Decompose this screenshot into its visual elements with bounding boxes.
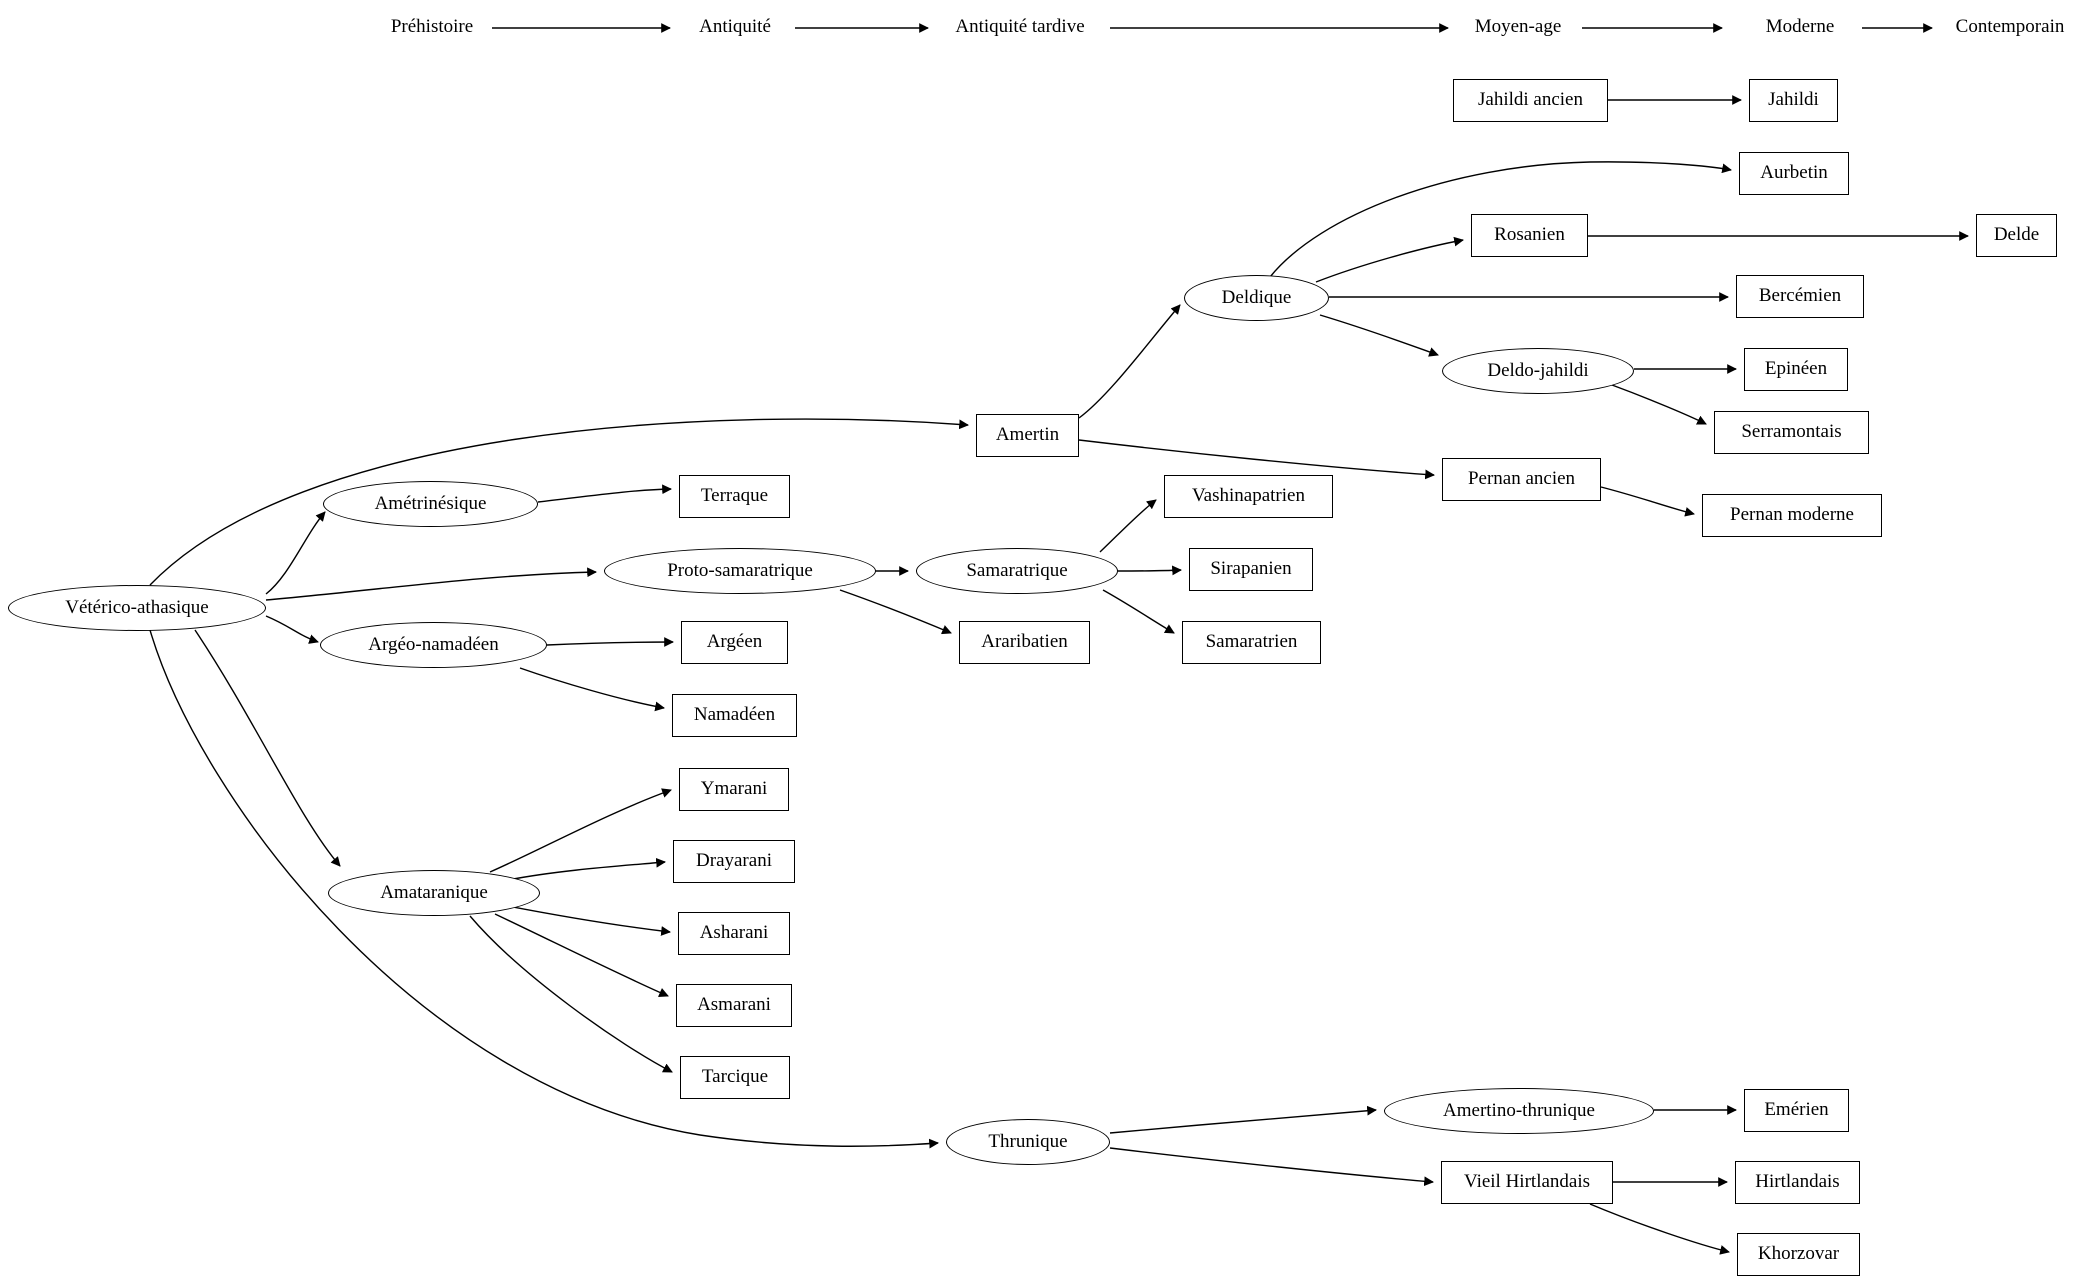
node-label-proto-samaratrique: Proto-samaratrique [667, 559, 813, 581]
node-label-aurbetin: Aurbetin [1760, 162, 1828, 184]
node-label-tarcique: Tarcique [701, 1066, 769, 1088]
node-tarcique[interactable] [680, 1056, 790, 1099]
node-label-epineen: Epinéen [1764, 358, 1828, 380]
node-proto-samaratrique[interactable] [604, 548, 876, 594]
edge-deldo-jahildi-to-serramontais [1612, 385, 1706, 424]
node-label-sirapanien: Sirapanien [1210, 558, 1292, 580]
node-label-serramontais: Serramontais [1741, 421, 1842, 443]
node-label-delde: Delde [1993, 224, 2040, 246]
node-ymarani[interactable] [679, 768, 789, 811]
edge-amataranique-to-drayarani [508, 862, 665, 880]
node-label-deldo-jahildi: Deldo-jahildi [1487, 359, 1589, 381]
node-samaratrien[interactable] [1182, 621, 1321, 664]
node-epineen[interactable] [1744, 348, 1848, 391]
edge-deldique-to-rosanien [1316, 240, 1463, 282]
node-vieil-hirtlandais[interactable] [1441, 1161, 1613, 1204]
node-label-amertin: Amertin [995, 424, 1060, 446]
timeline-label-contemporain: Contemporain [1955, 16, 2065, 37]
edge-amertin-to-deldique [1079, 305, 1180, 418]
node-jahildi[interactable] [1749, 79, 1838, 122]
node-asharani[interactable] [678, 912, 790, 955]
edge-veterico-athasique-to-argeo-namadeen [266, 616, 318, 642]
node-label-amertino-thrunique: Amertino-thrunique [1443, 1099, 1595, 1121]
node-argeo-namadeen[interactable] [320, 622, 547, 668]
edge-samaratrique-to-sirapanien [1118, 570, 1181, 571]
node-label-vieil-hirtlandais: Vieil Hirtlandais [1463, 1171, 1591, 1193]
node-label-hirtlandais: Hirtlandais [1755, 1171, 1840, 1193]
node-amertin[interactable] [976, 414, 1079, 457]
node-asmarani[interactable] [676, 984, 792, 1027]
node-jahildi-ancien[interactable] [1453, 79, 1608, 122]
timeline-label-prehistoire: Préhistoire [390, 16, 474, 37]
node-aurbetin[interactable] [1739, 152, 1849, 195]
timeline-label-moderne: Moderne [1765, 16, 1835, 37]
node-label-asmarani: Asmarani [697, 994, 771, 1016]
node-label-pernan-ancien: Pernan ancien [1467, 468, 1576, 490]
edge-ametrinesique-to-terraque [538, 489, 671, 502]
edge-veterico-athasique-to-thrunique [150, 630, 938, 1146]
node-emerien[interactable] [1744, 1089, 1849, 1132]
node-namadeen[interactable] [672, 694, 797, 737]
node-label-emerien: Emérien [1764, 1099, 1829, 1121]
node-label-terraque: Terraque [700, 485, 769, 507]
timeline-label-antiquite: Antiquité [699, 16, 771, 37]
node-delde[interactable] [1976, 214, 2057, 257]
node-label-namadeen: Namadéen [693, 704, 776, 726]
node-hirtlandais[interactable] [1735, 1161, 1860, 1204]
node-bercemien[interactable] [1736, 275, 1864, 318]
timeline-label-antiquite-tardive: Antiquité tardive [955, 16, 1085, 37]
node-label-veterico-athasique: Vétérico-athasique [65, 596, 209, 618]
edge-amataranique-to-tarcique [470, 916, 672, 1072]
node-label-drayarani: Drayarani [696, 850, 772, 872]
node-serramontais[interactable] [1714, 411, 1869, 454]
edge-amertin-to-pernan-ancien [1079, 440, 1434, 475]
node-pernan-moderne[interactable] [1702, 494, 1882, 537]
edge-amataranique-to-ymarani [490, 790, 671, 872]
edge-thrunique-to-vieil-hirtlandais [1110, 1148, 1433, 1182]
node-vashinapatrien[interactable] [1164, 475, 1333, 518]
node-deldique[interactable] [1184, 275, 1329, 321]
edge-argeo-namadeen-to-namadeen [520, 668, 664, 708]
edge-paths [150, 100, 1968, 1252]
edge-pernan-ancien-to-pernan-moderne [1601, 487, 1694, 514]
edge-thrunique-to-amertino-thrunique [1110, 1110, 1376, 1133]
node-label-asharani: Asharani [699, 922, 769, 944]
edge-veterico-athasique-to-ametrinesique [266, 512, 325, 594]
edge-veterico-athasique-to-amataranique [195, 630, 340, 866]
node-amertino-thrunique[interactable] [1384, 1088, 1654, 1134]
edge-proto-samaratrique-to-araribatien [840, 590, 951, 633]
node-label-vashinapatrien: Vashinapatrien [1192, 485, 1305, 507]
node-label-argeo-namadeen: Argéo-namadéen [368, 633, 499, 655]
node-label-jahildi-ancien: Jahildi ancien [1478, 89, 1583, 111]
node-pernan-ancien[interactable] [1442, 458, 1601, 501]
node-samaratrique[interactable] [916, 548, 1118, 594]
node-thrunique[interactable] [946, 1119, 1110, 1165]
node-araribatien[interactable] [959, 621, 1090, 664]
node-terraque[interactable] [679, 475, 790, 518]
timeline-label-moyen-age: Moyen-age [1474, 16, 1562, 37]
node-ametrinesique[interactable] [323, 481, 538, 527]
edge-amataranique-to-asmarani [495, 914, 668, 996]
node-label-araribatien: Araribatien [981, 631, 1068, 653]
node-drayarani[interactable] [673, 840, 795, 883]
node-label-rosanien: Rosanien [1494, 224, 1565, 246]
node-label-pernan-moderne: Pernan moderne [1730, 504, 1854, 526]
node-label-amataranique: Amataranique [380, 881, 488, 903]
node-label-argeen: Argéen [706, 631, 763, 653]
node-label-ymarani: Ymarani [700, 778, 768, 800]
edge-samaratrique-to-vashinapatrien [1100, 500, 1156, 552]
edge-amataranique-to-asharani [508, 906, 670, 932]
edge-samaratrique-to-samaratrien [1103, 590, 1174, 633]
node-argeen[interactable] [681, 621, 788, 664]
node-label-samaratrique: Samaratrique [966, 559, 1068, 581]
node-label-samaratrien: Samaratrien [1205, 631, 1298, 653]
node-veterico-athasique[interactable] [8, 585, 266, 631]
node-rosanien[interactable] [1471, 214, 1588, 257]
edge-veterico-athasique-to-proto-samaratrique [266, 572, 596, 600]
edge-vieil-hirtlandais-to-khorzovar [1590, 1204, 1729, 1252]
node-deldo-jahildi[interactable] [1442, 348, 1634, 394]
node-label-khorzovar: Khorzovar [1757, 1243, 1840, 1265]
node-label-thrunique: Thrunique [988, 1130, 1068, 1152]
node-sirapanien[interactable] [1189, 548, 1313, 591]
node-label-jahildi: Jahildi [1768, 89, 1819, 111]
node-amataranique[interactable] [328, 870, 540, 916]
edge-argeo-namadeen-to-argeen [547, 642, 673, 645]
node-label-deldique: Deldique [1221, 286, 1292, 308]
node-label-bercemien: Bercémien [1758, 285, 1842, 307]
node-khorzovar[interactable] [1737, 1233, 1860, 1276]
node-label-ametrinesique: Amétrinésique [374, 492, 487, 514]
edge-deldique-to-deldo-jahildi [1320, 315, 1438, 355]
